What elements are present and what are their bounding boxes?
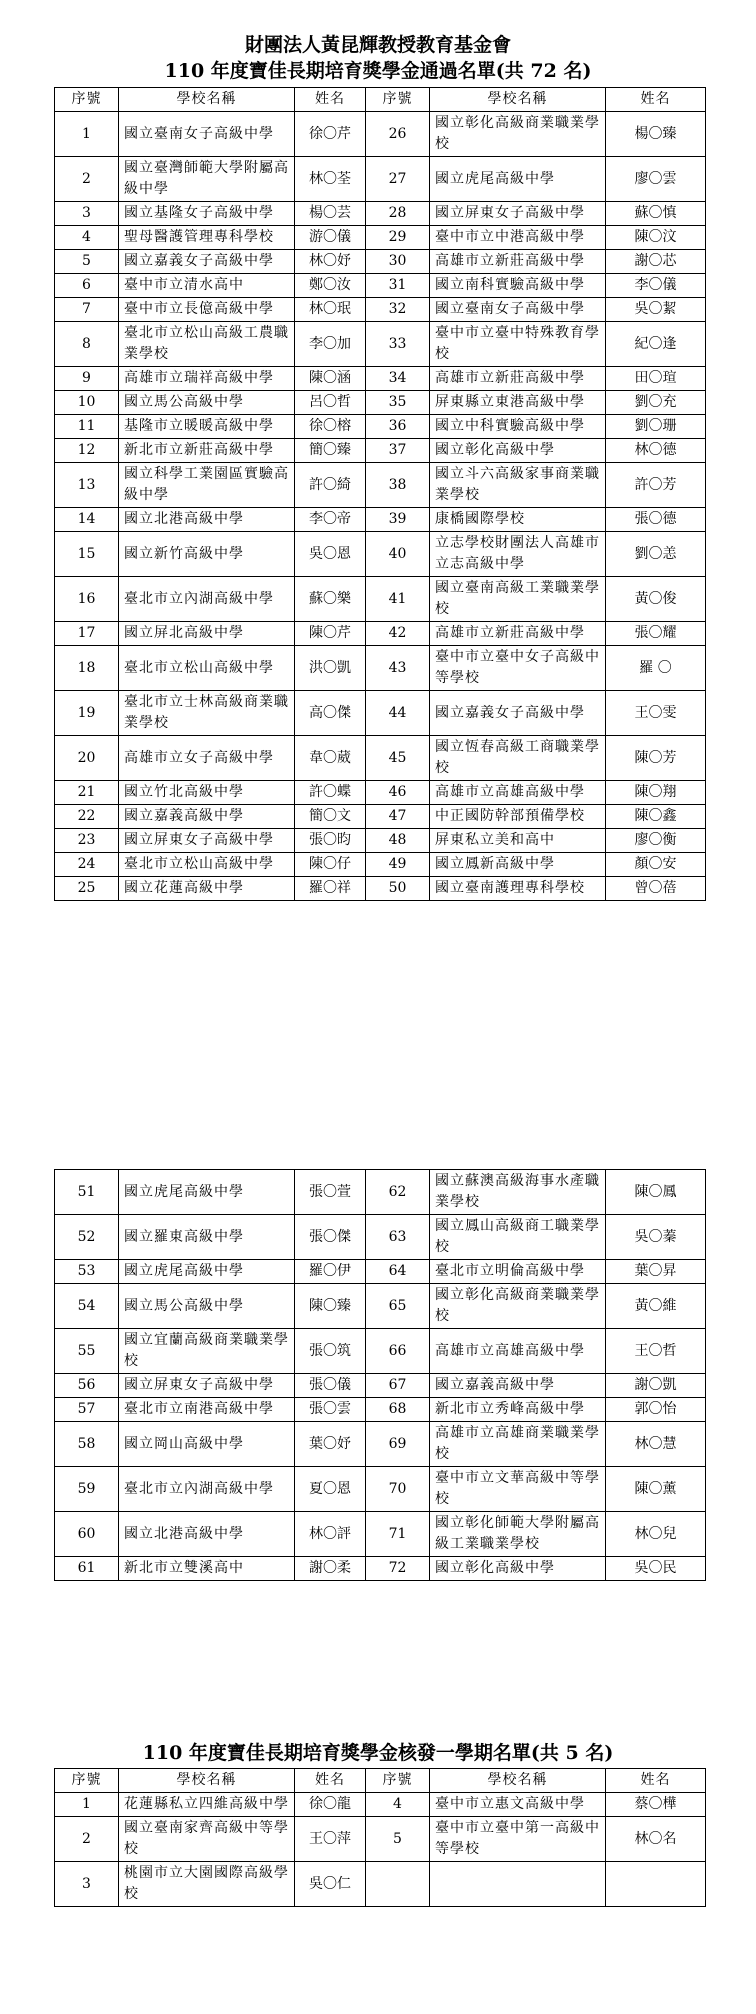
table-row <box>55 1793 706 1817</box>
serial-number: 65 <box>366 1284 430 1329</box>
student-name: 羅〇伊 <box>295 1260 366 1284</box>
school-name: 桃園市立大園國際高級學校 <box>119 1862 295 1907</box>
serial-number: 37 <box>366 439 430 463</box>
student-name: 陳〇涵 <box>295 367 366 391</box>
serial-number: 53 <box>55 1260 119 1284</box>
student-name: 黃〇俊 <box>606 577 706 622</box>
school-name: 國立彰化高級中學 <box>430 439 606 463</box>
school-name: 國立科學工業園區實驗高級中學 <box>119 463 295 508</box>
student-name: 張〇萱 <box>295 1170 366 1215</box>
student-name: 謝〇柔 <box>295 1557 366 1581</box>
student-name: 李〇儀 <box>606 274 706 298</box>
school-name: 國立恆春高級工商職業學校 <box>430 736 606 781</box>
table-row <box>55 226 706 250</box>
school-name: 中正國防幹部預備學校 <box>430 805 606 829</box>
serial-number: 45 <box>366 736 430 781</box>
school-name: 聖母醫護管理專科學校 <box>119 226 295 250</box>
serial-number: 64 <box>366 1260 430 1284</box>
school-name: 高雄市立高雄商業職業學校 <box>430 1422 606 1467</box>
student-name: 葉〇昇 <box>606 1260 706 1284</box>
table-row <box>55 112 706 157</box>
table-row <box>55 1284 706 1329</box>
scholarship-table-3 <box>54 1768 706 1907</box>
student-name: 吳〇蓁 <box>606 1215 706 1260</box>
student-name: 劉〇珊 <box>606 415 706 439</box>
school-name: 國立臺南女子高級中學 <box>430 298 606 322</box>
serial-number: 18 <box>55 646 119 691</box>
serial-number: 4 <box>366 1793 430 1817</box>
table-row <box>55 853 706 877</box>
student-name: 羅 〇 <box>606 646 706 691</box>
student-name: 林〇名 <box>606 1817 706 1862</box>
student-name: 林〇評 <box>295 1512 366 1557</box>
table-row <box>55 274 706 298</box>
school-name: 國立花蓮高級中學 <box>119 877 295 901</box>
school-name: 國立屏北高級中學 <box>119 622 295 646</box>
serial-number: 41 <box>366 577 430 622</box>
school-name: 臺中市立長億高級中學 <box>119 298 295 322</box>
table-row <box>55 250 706 274</box>
serial-number: 33 <box>366 322 430 367</box>
school-name: 臺中市立中港高級中學 <box>430 226 606 250</box>
school-name: 國立鳳山高級商工職業學校 <box>430 1215 606 1260</box>
student-name: 謝〇芯 <box>606 250 706 274</box>
table-row <box>55 1329 706 1374</box>
school-name: 國立岡山高級中學 <box>119 1422 295 1467</box>
serial-number: 17 <box>55 622 119 646</box>
serial-number: 63 <box>366 1215 430 1260</box>
serial-number: 3 <box>55 1862 119 1907</box>
table-row <box>55 781 706 805</box>
serial-number: 67 <box>366 1374 430 1398</box>
col-name: 姓名 <box>606 88 706 112</box>
student-name: 張〇傑 <box>295 1215 366 1260</box>
col-school: 學校名稱 <box>119 1769 295 1793</box>
student-name: 陳〇臻 <box>295 1284 366 1329</box>
school-name: 國立中科實驗高級中學 <box>430 415 606 439</box>
school-name: 立志學校財團法人高雄市立志高級中學 <box>430 532 606 577</box>
serial-number: 43 <box>366 646 430 691</box>
school-name: 花蓮縣私立四維高級中學 <box>119 1793 295 1817</box>
list2-title: 110 年度寶佳長期培育獎學金核發一學期名單(共 5 名) <box>142 1742 614 1764</box>
school-name: 國立屏東女子高級中學 <box>430 202 606 226</box>
serial-number: 16 <box>55 577 119 622</box>
student-name: 李〇加 <box>295 322 366 367</box>
school-name: 國立虎尾高級中學 <box>430 157 606 202</box>
table-row <box>55 322 706 367</box>
serial-number: 2 <box>55 157 119 202</box>
school-name: 國立基隆女子高級中學 <box>119 202 295 226</box>
col-no: 序號 <box>366 1769 430 1793</box>
serial-number: 10 <box>55 391 119 415</box>
student-name: 蔡〇樺 <box>606 1793 706 1817</box>
serial-number: 22 <box>55 805 119 829</box>
table-row <box>55 1817 706 1862</box>
serial-number: 55 <box>55 1329 119 1374</box>
student-name: 楊〇芸 <box>295 202 366 226</box>
student-name: 林〇妤 <box>295 250 366 274</box>
table-row <box>55 1398 706 1422</box>
col-school: 學校名稱 <box>430 88 606 112</box>
school-name: 國立彰化高級商業職業學校 <box>430 1284 606 1329</box>
table-row <box>55 691 706 736</box>
student-name: 張〇儀 <box>295 1374 366 1398</box>
student-name: 簡〇臻 <box>295 439 366 463</box>
student-name: 陳〇薰 <box>606 1467 706 1512</box>
student-name: 張〇筑 <box>295 1329 366 1374</box>
school-name: 國立嘉義高級中學 <box>119 805 295 829</box>
col-school: 學校名稱 <box>430 1769 606 1793</box>
school-name: 臺北市立內湖高級中學 <box>119 1467 295 1512</box>
school-name: 國立彰化高級中學 <box>430 1557 606 1581</box>
student-name: 廖〇雲 <box>606 157 706 202</box>
table-row <box>55 367 706 391</box>
serial-number: 42 <box>366 622 430 646</box>
school-name: 臺中市立文華高級中等學校 <box>430 1467 606 1512</box>
serial-number: 39 <box>366 508 430 532</box>
serial-number: 51 <box>55 1170 119 1215</box>
col-no: 序號 <box>55 88 119 112</box>
student-name: 劉〇恙 <box>606 532 706 577</box>
student-name: 張〇昀 <box>295 829 366 853</box>
school-name: 新北市立雙溪高中 <box>119 1557 295 1581</box>
school-name: 國立羅東高級中學 <box>119 1215 295 1260</box>
table-row <box>55 805 706 829</box>
school-name: 國立宜蘭高級商業職業學校 <box>119 1329 295 1374</box>
serial-number: 9 <box>55 367 119 391</box>
col-no: 序號 <box>55 1769 119 1793</box>
scholarship-table-2 <box>54 1169 706 1581</box>
school-name: 高雄市立新莊高級中學 <box>430 367 606 391</box>
serial-number: 20 <box>55 736 119 781</box>
serial-number: 47 <box>366 805 430 829</box>
student-name: 蘇〇慎 <box>606 202 706 226</box>
student-name: 徐〇龍 <box>295 1793 366 1817</box>
table-row <box>55 736 706 781</box>
school-name: 國立虎尾高級中學 <box>119 1260 295 1284</box>
school-name: 國立竹北高級中學 <box>119 781 295 805</box>
student-name: 林〇荃 <box>295 157 366 202</box>
school-name: 國立臺南高級工業職業學校 <box>430 577 606 622</box>
student-name: 洪〇凱 <box>295 646 366 691</box>
serial-number: 66 <box>366 1329 430 1374</box>
school-name: 國立斗六高級家事商業職業學校 <box>430 463 606 508</box>
header-row <box>55 88 706 112</box>
col-name: 姓名 <box>295 1769 366 1793</box>
school-name: 國立臺灣師範大學附屬高級中學 <box>119 157 295 202</box>
serial-number: 3 <box>55 202 119 226</box>
serial-number: 13 <box>55 463 119 508</box>
student-name: 陳〇鑫 <box>606 805 706 829</box>
student-name: 顏〇安 <box>606 853 706 877</box>
table-row <box>55 1467 706 1512</box>
school-name: 臺北市立松山高級中學 <box>119 853 295 877</box>
school-name: 國立北港高級中學 <box>119 1512 295 1557</box>
student-name: 夏〇恩 <box>295 1467 366 1512</box>
school-name: 國立屏東女子高級中學 <box>119 829 295 853</box>
serial-number: 57 <box>55 1398 119 1422</box>
school-name: 臺北市立明倫高級中學 <box>430 1260 606 1284</box>
student-name: 吳〇恩 <box>295 532 366 577</box>
school-name: 屏東縣立東港高級中學 <box>430 391 606 415</box>
table-row <box>55 622 706 646</box>
school-name: 臺中市立臺中第一高級中等學校 <box>430 1817 606 1862</box>
school-name: 高雄市立女子高級中學 <box>119 736 295 781</box>
serial-number: 36 <box>366 415 430 439</box>
student-name: 吳〇絜 <box>606 298 706 322</box>
student-name: 楊〇臻 <box>606 112 706 157</box>
table-row <box>55 391 706 415</box>
serial-number: 31 <box>366 274 430 298</box>
col-school: 學校名稱 <box>119 88 295 112</box>
school-name: 國立馬公高級中學 <box>119 391 295 415</box>
student-name: 王〇哲 <box>606 1329 706 1374</box>
serial-number: 12 <box>55 439 119 463</box>
serial-number: 24 <box>55 853 119 877</box>
student-name: 陳〇鳳 <box>606 1170 706 1215</box>
serial-number: 21 <box>55 781 119 805</box>
serial-number: 4 <box>55 226 119 250</box>
school-name: 國立嘉義女子高級中學 <box>430 691 606 736</box>
serial-number: 23 <box>55 829 119 853</box>
student-name: 陳〇芳 <box>606 736 706 781</box>
student-name: 高〇傑 <box>295 691 366 736</box>
table-row <box>55 1215 706 1260</box>
student-name: 林〇珉 <box>295 298 366 322</box>
serial-number: 34 <box>366 367 430 391</box>
table-row <box>55 829 706 853</box>
serial-number: 19 <box>55 691 119 736</box>
school-name: 臺北市立士林高級商業職業學校 <box>119 691 295 736</box>
serial-number: 68 <box>366 1398 430 1422</box>
student-name: 王〇雯 <box>606 691 706 736</box>
student-name: 張〇雲 <box>295 1398 366 1422</box>
serial-number: 26 <box>366 112 430 157</box>
student-name: 紀〇逢 <box>606 322 706 367</box>
student-name: 王〇萍 <box>295 1817 366 1862</box>
table-row <box>55 1557 706 1581</box>
school-name: 臺中市立清水高中 <box>119 274 295 298</box>
list1-title: 110 年度寶佳長期培育獎學金通過名單(共 72 名) <box>164 60 592 82</box>
school-name: 高雄市立瑞祥高級中學 <box>119 367 295 391</box>
student-name: 劉〇充 <box>606 391 706 415</box>
student-name: 陳〇仔 <box>295 853 366 877</box>
serial-number: 61 <box>55 1557 119 1581</box>
table-row <box>55 508 706 532</box>
serial-number: 44 <box>366 691 430 736</box>
table-row <box>55 646 706 691</box>
school-name: 國立北港高級中學 <box>119 508 295 532</box>
serial-number: 27 <box>366 157 430 202</box>
serial-number: 11 <box>55 415 119 439</box>
table-row <box>55 463 706 508</box>
serial-number: 49 <box>366 853 430 877</box>
school-name: 國立彰化高級商業職業學校 <box>430 112 606 157</box>
student-name: 曾〇蓓 <box>606 877 706 901</box>
student-name: 徐〇芹 <box>295 112 366 157</box>
student-name: 陳〇芹 <box>295 622 366 646</box>
student-name: 韋〇葳 <box>295 736 366 781</box>
table-row <box>55 1512 706 1557</box>
table-row <box>55 415 706 439</box>
serial-number: 38 <box>366 463 430 508</box>
serial-number: 1 <box>55 1793 119 1817</box>
serial-number: 5 <box>55 250 119 274</box>
student-name: 鄭〇汝 <box>295 274 366 298</box>
school-name: 國立嘉義高級中學 <box>430 1374 606 1398</box>
school-name: 基隆市立暖暖高級中學 <box>119 415 295 439</box>
serial-number: 48 <box>366 829 430 853</box>
school-name: 屏東私立美和高中 <box>430 829 606 853</box>
student-name: 游〇儀 <box>295 226 366 250</box>
col-name: 姓名 <box>606 1769 706 1793</box>
school-name: 國立蘇澳高級海事水產職業學校 <box>430 1170 606 1215</box>
serial-number: 25 <box>55 877 119 901</box>
serial-number: 15 <box>55 532 119 577</box>
table-row <box>55 1170 706 1215</box>
student-name: 林〇慧 <box>606 1422 706 1467</box>
school-name: 臺北市立南港高級中學 <box>119 1398 295 1422</box>
serial-number: 35 <box>366 391 430 415</box>
student-name: 張〇德 <box>606 508 706 532</box>
serial-number: 71 <box>366 1512 430 1557</box>
serial-number: 8 <box>55 322 119 367</box>
school-name: 臺中市立臺中女子高級中等學校 <box>430 646 606 691</box>
serial-number: 72 <box>366 1557 430 1581</box>
org-title: 財團法人黃昆輝教授教育基金會 <box>244 34 511 56</box>
school-name: 國立虎尾高級中學 <box>119 1170 295 1215</box>
student-name: 許〇芳 <box>606 463 706 508</box>
school-name: 高雄市立高雄高級中學 <box>430 781 606 805</box>
school-name: 臺北市立松山高級工農職業學校 <box>119 322 295 367</box>
serial-number: 58 <box>55 1422 119 1467</box>
school-name: 國立臺南家齊高級中等學校 <box>119 1817 295 1862</box>
col-no: 序號 <box>366 88 430 112</box>
serial-number: 46 <box>366 781 430 805</box>
school-name: 新北市立秀峰高級中學 <box>430 1398 606 1422</box>
student-name: 張〇耀 <box>606 622 706 646</box>
student-name: 田〇瑄 <box>606 367 706 391</box>
serial-number: 69 <box>366 1422 430 1467</box>
table-row <box>55 1422 706 1467</box>
student-name: 謝〇凱 <box>606 1374 706 1398</box>
school-name: 國立臺南女子高級中學 <box>119 112 295 157</box>
serial-number: 14 <box>55 508 119 532</box>
school-name: 高雄市立高雄高級中學 <box>430 1329 606 1374</box>
empty-cell <box>366 1862 430 1907</box>
serial-number: 40 <box>366 532 430 577</box>
serial-number: 70 <box>366 1467 430 1512</box>
school-name: 國立南科實驗高級中學 <box>430 274 606 298</box>
student-name: 蘇〇樂 <box>295 577 366 622</box>
serial-number: 2 <box>55 1817 119 1862</box>
school-name: 新北市立新莊高級中學 <box>119 439 295 463</box>
student-name: 林〇兒 <box>606 1512 706 1557</box>
school-name: 國立屏東女子高級中學 <box>119 1374 295 1398</box>
student-name: 林〇德 <box>606 439 706 463</box>
serial-number: 30 <box>366 250 430 274</box>
school-name: 康橋國際學校 <box>430 508 606 532</box>
serial-number: 5 <box>366 1817 430 1862</box>
table-row <box>55 1862 706 1907</box>
table-row <box>55 877 706 901</box>
header-row <box>55 1769 706 1793</box>
school-name: 臺北市立松山高級中學 <box>119 646 295 691</box>
student-name: 郭〇怡 <box>606 1398 706 1422</box>
school-name: 臺中市立臺中特殊教育學校 <box>430 322 606 367</box>
student-name: 呂〇哲 <box>295 391 366 415</box>
table-row <box>55 298 706 322</box>
student-name: 許〇蝶 <box>295 781 366 805</box>
scholarship-table-1 <box>54 87 706 901</box>
serial-number: 50 <box>366 877 430 901</box>
table-row <box>55 532 706 577</box>
school-name: 高雄市立新莊高級中學 <box>430 622 606 646</box>
student-name: 廖〇衡 <box>606 829 706 853</box>
student-name: 吳〇民 <box>606 1557 706 1581</box>
empty-cell <box>606 1862 706 1907</box>
student-name: 許〇綺 <box>295 463 366 508</box>
serial-number: 29 <box>366 226 430 250</box>
serial-number: 60 <box>55 1512 119 1557</box>
serial-number: 54 <box>55 1284 119 1329</box>
empty-cell <box>430 1862 606 1907</box>
student-name: 徐〇榕 <box>295 415 366 439</box>
school-name: 高雄市立新莊高級中學 <box>430 250 606 274</box>
school-name: 國立鳳新高級中學 <box>430 853 606 877</box>
student-name: 陳〇汶 <box>606 226 706 250</box>
student-name: 吳〇仁 <box>295 1862 366 1907</box>
student-name: 李〇帝 <box>295 508 366 532</box>
student-name: 黃〇維 <box>606 1284 706 1329</box>
school-name: 國立臺南護理專科學校 <box>430 877 606 901</box>
school-name: 臺北市立內湖高級中學 <box>119 577 295 622</box>
table-row <box>55 439 706 463</box>
student-name: 陳〇翔 <box>606 781 706 805</box>
serial-number: 7 <box>55 298 119 322</box>
school-name: 國立新竹高級中學 <box>119 532 295 577</box>
student-name: 葉〇妤 <box>295 1422 366 1467</box>
serial-number: 52 <box>55 1215 119 1260</box>
table-row <box>55 577 706 622</box>
serial-number: 28 <box>366 202 430 226</box>
school-name: 臺中市立惠文高級中學 <box>430 1793 606 1817</box>
serial-number: 56 <box>55 1374 119 1398</box>
table-row <box>55 1374 706 1398</box>
serial-number: 59 <box>55 1467 119 1512</box>
student-name: 羅〇祥 <box>295 877 366 901</box>
serial-number: 1 <box>55 112 119 157</box>
serial-number: 6 <box>55 274 119 298</box>
serial-number: 62 <box>366 1170 430 1215</box>
table-row <box>55 1260 706 1284</box>
col-name: 姓名 <box>295 88 366 112</box>
table-row <box>55 202 706 226</box>
table-row <box>55 157 706 202</box>
school-name: 國立彰化師範大學附屬高級工業職業學校 <box>430 1512 606 1557</box>
school-name: 國立嘉義女子高級中學 <box>119 250 295 274</box>
serial-number: 32 <box>366 298 430 322</box>
student-name: 簡〇文 <box>295 805 366 829</box>
school-name: 國立馬公高級中學 <box>119 1284 295 1329</box>
